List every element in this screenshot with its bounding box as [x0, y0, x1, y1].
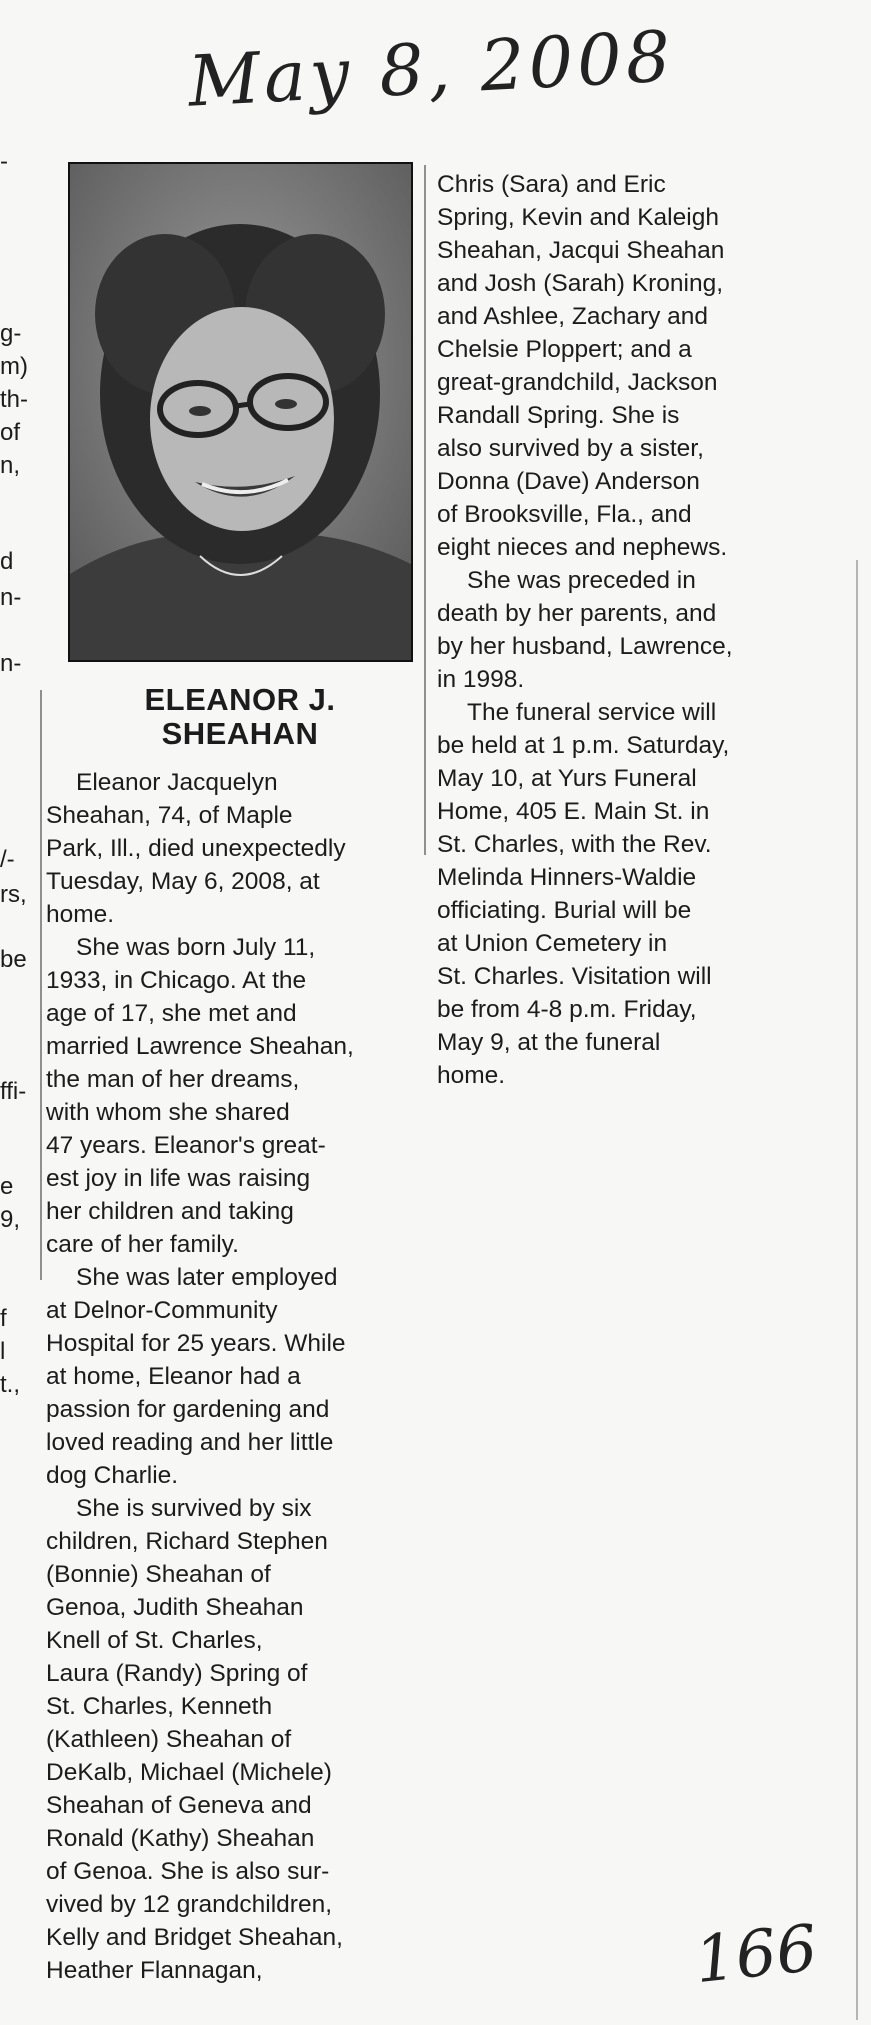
text-line: (Kathleen) Sheahan of	[46, 1726, 292, 1753]
text-line: loved reading and her little	[46, 1429, 334, 1456]
fragment: rs,	[0, 881, 27, 908]
text-line: Genoa, Judith Sheahan	[46, 1594, 304, 1621]
text-line: Randall Spring. She is	[437, 402, 680, 429]
fragment: e	[0, 1173, 14, 1200]
text-line: her children and taking	[46, 1198, 294, 1225]
text-line: May 10, at Yurs Funeral	[437, 765, 697, 792]
text-line: Chris (Sara) and Eric	[437, 171, 666, 198]
text-line: age of 17, she met and	[46, 1000, 297, 1027]
fragment: t.,	[0, 1371, 21, 1398]
text-line: 47 years. Eleanor's great-	[46, 1132, 326, 1159]
fragment: m)	[0, 353, 28, 380]
fragment: /-	[0, 846, 15, 873]
text-line: Knell of St. Charles,	[46, 1627, 263, 1654]
fragment: n,	[0, 452, 21, 479]
text-line: married Lawrence Sheahan,	[46, 1033, 354, 1060]
headline-line: ELEANOR J.	[144, 682, 336, 717]
text-line: The funeral service will	[467, 699, 717, 726]
text-line: Sheahan, 74, of Maple	[46, 802, 293, 829]
obituary-column-left	[46, 766, 354, 1987]
text-line: Donna (Dave) Anderson	[437, 468, 700, 495]
text-line: death by her parents, and	[437, 600, 717, 627]
text-line: She was born July 11,	[76, 934, 316, 961]
right-column-rule	[424, 165, 426, 855]
text-line: Heather Flannagan,	[46, 1957, 263, 1984]
text-line: and Ashlee, Zachary and	[437, 303, 709, 330]
fragment: f	[0, 1305, 7, 1332]
text-line: Sheahan, Jacqui Sheahan	[437, 237, 725, 264]
text-line: St. Charles, with the Rev.	[437, 831, 712, 858]
fragment: l	[0, 1338, 6, 1365]
text-line: of Brooksville, Fla., and	[437, 501, 692, 528]
text-line: Home, 405 E. Main St. in	[437, 798, 710, 825]
text-line: vived by 12 grandchildren,	[46, 1891, 333, 1918]
fragment: of	[0, 419, 21, 446]
text-line: May 9, at the funeral	[437, 1029, 661, 1056]
text-line: St. Charles, Kenneth	[46, 1693, 273, 1720]
text-line: eight nieces and nephews.	[437, 534, 728, 561]
text-line: Tuesday, May 6, 2008, at	[46, 868, 320, 895]
page-edge-rule	[856, 560, 858, 2020]
text-line: be held at 1 p.m. Saturday,	[437, 732, 730, 759]
fragment: n-	[0, 584, 22, 611]
fragment: d	[0, 548, 14, 575]
handwritten-date: May 8, 2008	[186, 15, 677, 123]
text-line: great-grandchild, Jackson	[437, 369, 718, 396]
portrait-image	[70, 164, 411, 660]
text-line: St. Charles. Visitation will	[437, 963, 712, 990]
text-line: She was later employed	[76, 1264, 338, 1291]
text-line: with whom she shared	[46, 1099, 290, 1126]
obituary-column-right	[437, 168, 733, 1092]
text-line: est joy in life was raising	[46, 1165, 311, 1192]
text-line: children, Richard Stephen	[46, 1528, 328, 1555]
fragment: g-	[0, 320, 22, 347]
text-line: dog Charlie.	[46, 1462, 179, 1489]
text-line: (Bonnie) Sheahan of	[46, 1561, 271, 1588]
handwritten-page-number: 166	[691, 1911, 821, 1999]
text-line: in 1998.	[437, 666, 525, 693]
text-line: the man of her dreams,	[46, 1066, 300, 1093]
text-line: Chelsie Ploppert; and a	[437, 336, 692, 363]
text-line: DeKalb, Michael (Michele)	[46, 1759, 332, 1786]
fragment: ffi-	[0, 1078, 27, 1105]
text-line: She is survived by six	[76, 1495, 312, 1522]
text-line: Hospital for 25 years. While	[46, 1330, 346, 1357]
text-line: Melinda Hinners-Waldie	[437, 864, 697, 891]
text-line: care of her family.	[46, 1231, 239, 1258]
text-line: Eleanor Jacquelyn	[76, 769, 278, 796]
text-line: at home, Eleanor had a	[46, 1363, 301, 1390]
text-line: Sheahan of Geneva and	[46, 1792, 312, 1819]
text-line: Spring, Kevin and Kaleigh	[437, 204, 719, 231]
text-line: at Delnor-Community	[46, 1297, 278, 1324]
portrait-photo	[68, 162, 413, 662]
text-line: Ronald (Kathy) Sheahan	[46, 1825, 315, 1852]
text-line: She was preceded in	[467, 567, 696, 594]
fragment: 9,	[0, 1206, 21, 1233]
text-line: Park, Ill., died unexpectedly	[46, 835, 346, 862]
headline-line: SHEAHAN	[161, 716, 319, 751]
text-line: officiating. Burial will be	[437, 897, 692, 924]
text-line: of Genoa. She is also sur-	[46, 1858, 330, 1885]
fragment: -	[0, 148, 8, 175]
text-line: at Union Cemetery in	[437, 930, 668, 957]
text-line: and Josh (Sarah) Kroning,	[437, 270, 723, 297]
obituary-headline	[55, 683, 425, 751]
text-line: home.	[437, 1062, 506, 1089]
fragment: n-	[0, 650, 22, 677]
text-line: Laura (Randy) Spring of	[46, 1660, 308, 1687]
text-line: also survived by a sister,	[437, 435, 704, 462]
text-line: Kelly and Bridget Sheahan,	[46, 1924, 343, 1951]
fragment: be	[0, 946, 27, 973]
text-line: passion for gardening and	[46, 1396, 330, 1423]
text-line: by her husband, Lawrence,	[437, 633, 733, 660]
fragment: th-	[0, 386, 29, 413]
text-line: 1933, in Chicago. At the	[46, 967, 307, 994]
text-line: home.	[46, 901, 115, 928]
text-line: be from 4-8 p.m. Friday,	[437, 996, 697, 1023]
